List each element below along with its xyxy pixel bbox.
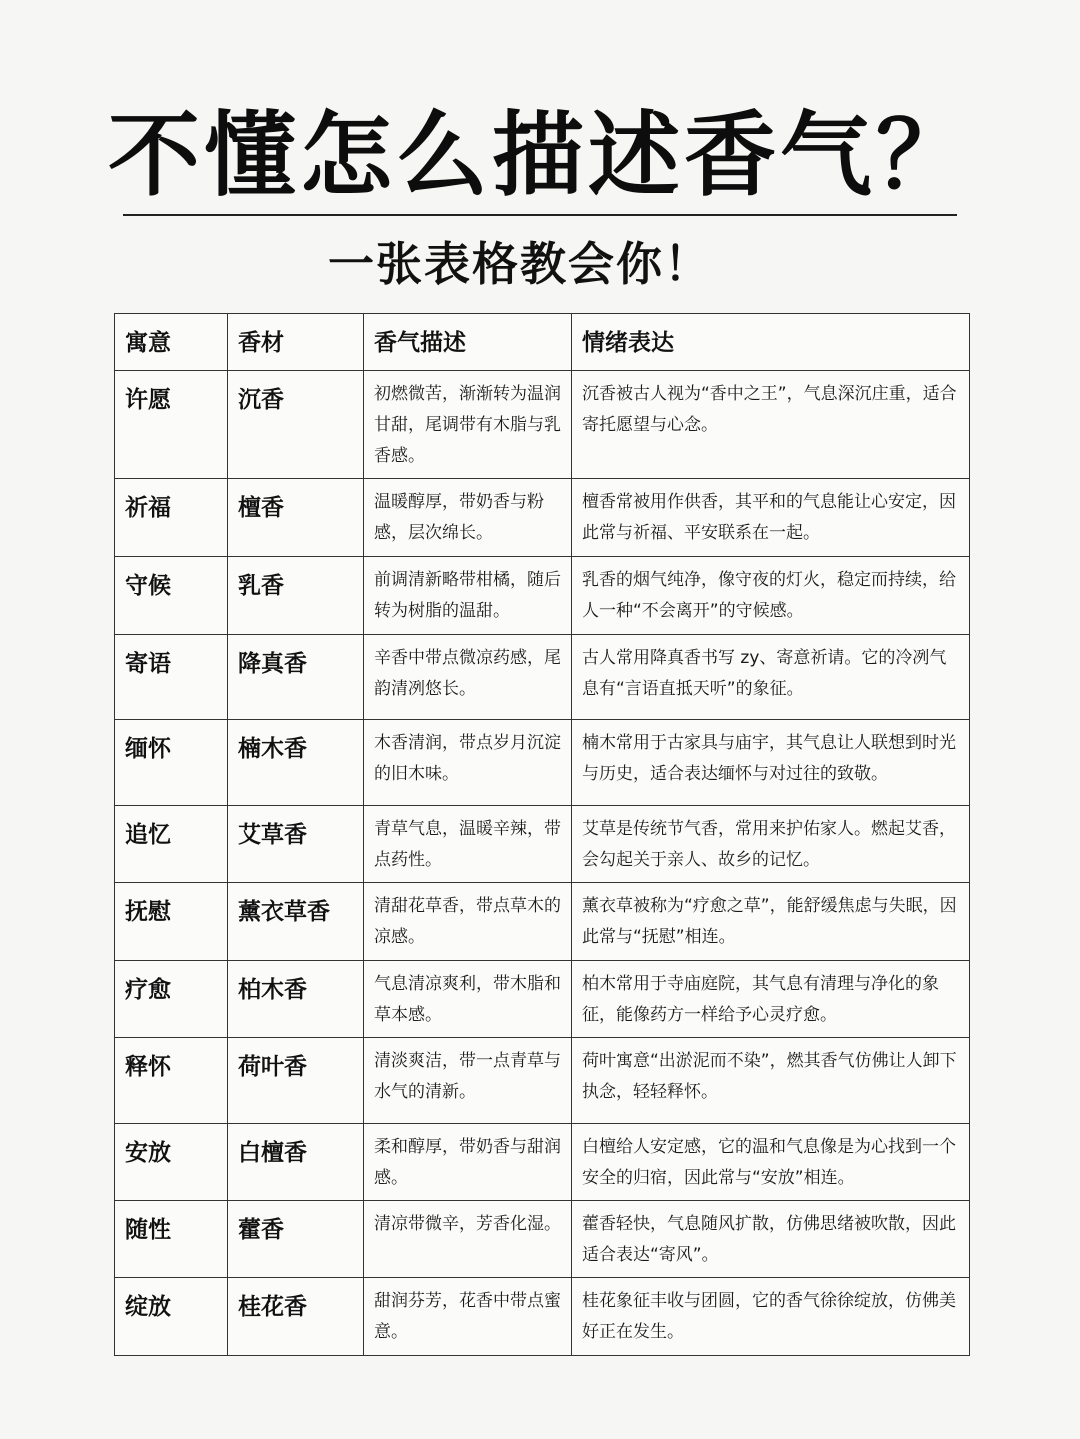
cell-emotion: 桂花象征丰收与团圆，它的香气徐徐绽放，仿佛美好正在发生。 [572,1278,970,1356]
table-row [115,806,970,883]
page-title: 不懂怎么描述香气？ [107,101,972,209]
cell-description: 木香清润，带点岁月沉淀的旧木味。 [364,720,572,806]
cell-meaning: 绽放 [115,1278,228,1356]
cell-emotion: 荷叶寓意“出淤泥而不染”，燃其香气仿佛让人卸下执念，轻轻释怀。 [572,1038,970,1124]
cell-emotion: 檀香常被用作供香，其平和的气息能让心安定，因此常与祈福、平安联系在一起。 [572,479,970,557]
cell-material: 楠木香 [228,720,364,806]
cell-emotion: 古人常用降真香书写 zy、寄意祈请。它的冷冽气息有“言语直抵天听”的象征。 [572,635,970,720]
cell-meaning: 守候 [115,557,228,635]
cell-meaning: 追忆 [115,806,228,883]
cell-description: 青草气息，温暖辛辣，带点药性。 [364,806,572,883]
cell-description: 清凉带微辛，芳香化湿。 [364,1201,572,1278]
cell-description: 气息清凉爽利，带木脂和草本感。 [364,961,572,1038]
cell-description: 清淡爽洁，带一点青草与水气的清新。 [364,1038,572,1124]
cell-description: 清甜花草香，带点草木的凉感。 [364,883,572,961]
cell-description: 辛香中带点微凉药感，尾韵清冽悠长。 [364,635,572,720]
cell-material: 沉香 [228,371,364,479]
cell-description: 甜润芬芳，花香中带点蜜意。 [364,1278,572,1356]
table-row [115,1038,970,1124]
cell-meaning: 释怀 [115,1038,228,1124]
cell-emotion: 楠木常用于古家具与庙宇，其气息让人联想到时光与历史，适合表达缅怀与对过往的致敬。 [572,720,970,806]
table-row [115,557,970,635]
cell-material: 乳香 [228,557,364,635]
cell-material: 荷叶香 [228,1038,364,1124]
cell-description: 初燃微苦，渐渐转为温润甘甜，尾调带有木脂与乳香感。 [364,371,572,479]
cell-meaning: 许愿 [115,371,228,479]
cell-description: 温暖醇厚，带奶香与粉感，层次绵长。 [364,479,572,557]
cell-meaning: 疗愈 [115,961,228,1038]
header-meaning: 寓意 [115,314,228,371]
cell-meaning: 安放 [115,1124,228,1201]
header-material: 香材 [228,314,364,371]
table-header-row [115,314,970,371]
cell-material: 柏木香 [228,961,364,1038]
table-row [115,1278,970,1356]
table-row [115,720,970,806]
cell-meaning: 随性 [115,1201,228,1278]
cell-meaning: 寄语 [115,635,228,720]
cell-material: 薰衣草香 [228,883,364,961]
cell-emotion: 柏木常用于寺庙庭院，其气息有清理与净化的象征，能像药方一样给予心灵疗愈。 [572,961,970,1038]
table-row [115,635,970,720]
cell-emotion: 白檀给人安定感，它的温和气息像是为心找到一个安全的归宿，因此常与“安放”相连。 [572,1124,970,1201]
cell-emotion: 艾草是传统节气香，常用来护佑家人。燃起艾香，会勾起关于亲人、故乡的记忆。 [572,806,970,883]
cell-material: 降真香 [228,635,364,720]
header-description: 香气描述 [364,314,572,371]
table-row [115,883,970,961]
cell-material: 桂花香 [228,1278,364,1356]
cell-emotion: 沉香被古人视为“香中之王”，气息深沉庄重，适合寄托愿望与心念。 [572,371,970,479]
cell-meaning: 祈福 [115,479,228,557]
cell-meaning: 抚慰 [115,883,228,961]
table-row [115,371,970,479]
cell-emotion: 薰衣草被称为“疗愈之草”，能舒缓焦虑与失眠，因此常与“抚慰”相连。 [572,883,970,961]
cell-material: 白檀香 [228,1124,364,1201]
cell-meaning: 缅怀 [115,720,228,806]
table-row [115,961,970,1038]
cell-emotion: 藿香轻快，气息随风扩散，仿佛思绪被吹散，因此适合表达“寄风”。 [572,1201,970,1278]
cell-emotion: 乳香的烟气纯净，像守夜的灯火，稳定而持续，给人一种“不会离开”的守候感。 [572,557,970,635]
cell-material: 檀香 [228,479,364,557]
cell-description: 前调清新略带柑橘，随后转为树脂的温甜。 [364,557,572,635]
cell-material: 藿香 [228,1201,364,1278]
title-divider [123,214,957,216]
table-row [115,479,970,557]
table-row [115,1201,970,1278]
scent-table [114,313,970,1356]
page-subtitle: 一张表格教会你！ [328,237,712,291]
cell-material: 艾草香 [228,806,364,883]
cell-description: 柔和醇厚，带奶香与甜润感。 [364,1124,572,1201]
header-emotion: 情绪表达 [572,314,970,371]
table-row [115,1124,970,1201]
